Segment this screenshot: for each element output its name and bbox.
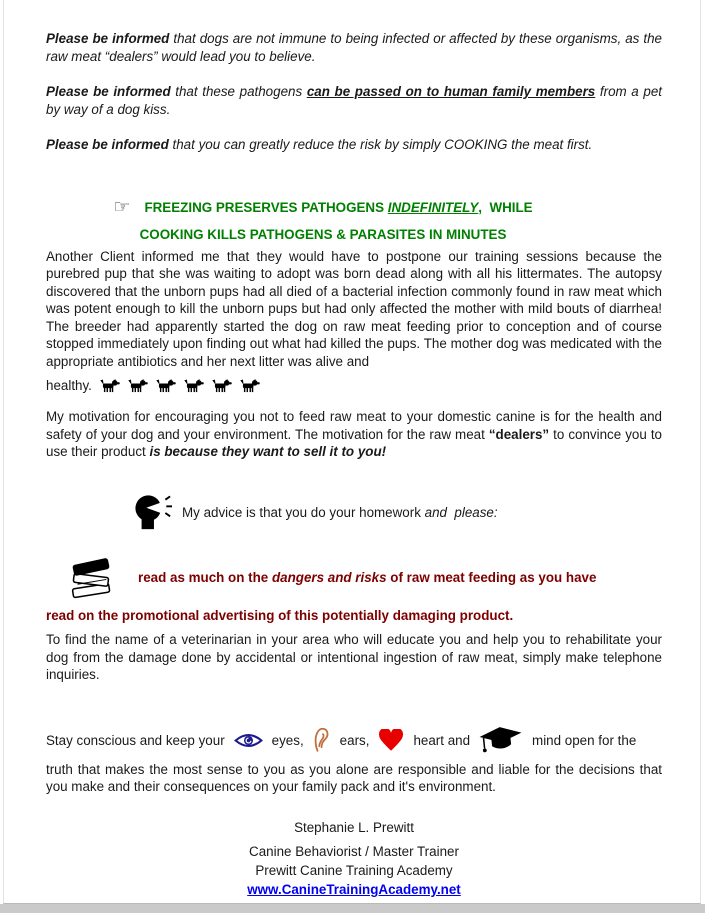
pointing-hand-icon: ☞ bbox=[113, 196, 131, 218]
motivation-emphasis: is because they want to sell it to you! bbox=[149, 444, 387, 460]
motivation-paragraph bbox=[46, 408, 662, 461]
talking-head-icon bbox=[134, 493, 172, 533]
advice-tail: and please: bbox=[424, 504, 498, 520]
dog-icon bbox=[127, 378, 148, 393]
conscious-eyes: eyes, bbox=[271, 732, 304, 748]
dog-icon bbox=[239, 378, 260, 393]
healthy-line bbox=[46, 377, 662, 395]
heart-icon bbox=[378, 729, 404, 752]
vet-paragraph: To find the name of a veterinarian in your area who will educate you and help you to rehabilitate your dog from the damage done by accidental or intentional ingestion of raw meat, simply make telephone inquiries. bbox=[46, 632, 662, 683]
freezing-heading bbox=[46, 194, 600, 248]
dog-icons bbox=[99, 378, 260, 393]
client-story-paragraph: Another Client informed me that they would have to postpone our training sessions because the purebred pup that she was waiting to adopt was born dead along with all his littermates. The autopsy discovered that the unborn pups had all died of a bacterial infection commonly found in raw meat which was potent enough to kill the unborn pups but had only affected the mother with mild bouts of diarrhea! The breeder had apparently started the dog on raw meat feeding prior to conception and of course stopped immediately upon finding out what had killed the pups. The mother dog was medicated with the appropriate antibiotics and her next litter was alive and bbox=[46, 248, 662, 370]
healthy-text: healthy. bbox=[46, 377, 92, 393]
motivation-dealers: “dealers” bbox=[488, 426, 550, 442]
conscious-pre: Stay conscious and keep your bbox=[46, 732, 225, 748]
graduation-cap-icon bbox=[479, 726, 523, 755]
dog-icon bbox=[99, 378, 120, 393]
informed-lead-3: Please be informed bbox=[46, 137, 169, 153]
read-line1-pre: read as much on the bbox=[138, 570, 272, 586]
ear-icon bbox=[313, 726, 331, 754]
read-dangers-risks: dangers and risks bbox=[271, 570, 387, 586]
stay-conscious-rest: truth that makes the most sense to you as you alone are responsible and liable for the decisions that you make and their consequences on your family pack and it's environment. bbox=[46, 761, 662, 795]
informed-paragraph-3 bbox=[46, 136, 662, 154]
signature-title: Canine Behaviorist / Master Trainer bbox=[249, 844, 459, 860]
advice-line bbox=[134, 493, 662, 533]
books-stack-icon bbox=[66, 555, 116, 602]
motivation-pre: My motivation for encouraging you not to feed raw meat to your domestic canine is for the health and safety of your dog and your environment. The motivation for the raw meat bbox=[46, 409, 662, 442]
conscious-heart: heart and bbox=[413, 732, 471, 748]
dog-icon bbox=[211, 378, 232, 393]
heading-indefinitely: INDEFINITELY bbox=[387, 199, 479, 215]
signature-academy: Prewitt Canine Training Academy bbox=[255, 863, 453, 879]
informed-lead-1: Please be informed bbox=[46, 31, 170, 46]
conscious-mind: mind open for the bbox=[532, 732, 637, 748]
read-warning-line2: read on the promotional advertising of this potentially damaging product. bbox=[46, 607, 514, 623]
read-line1-post: of raw meat feeding as you have bbox=[386, 570, 597, 586]
read-warning-line bbox=[66, 555, 662, 602]
stay-conscious-line bbox=[46, 726, 662, 755]
eye-icon bbox=[234, 732, 263, 749]
dog-icon bbox=[183, 378, 204, 393]
informed-text-2a: that these pathogens bbox=[170, 84, 307, 100]
advice-main: My advice is that you do your homework bbox=[182, 504, 425, 520]
signature-name: Stephanie L. Prewitt bbox=[294, 820, 414, 836]
conscious-ears: ears, bbox=[339, 732, 370, 748]
heading-line1-pre: FREEZING PRESERVES PATHOGENS bbox=[144, 199, 388, 215]
informed-paragraph-2 bbox=[46, 83, 662, 118]
document-page bbox=[3, 0, 701, 904]
dog-icon bbox=[155, 378, 176, 393]
informed-paragraph-1 bbox=[46, 30, 662, 65]
informed-lead-2: Please be informed bbox=[46, 84, 171, 100]
motivation-mid: to convince you to use their product bbox=[46, 426, 662, 460]
freezing-heading-line2: COOKING KILLS PATHOGENS & PARASITES IN MINUTES bbox=[139, 226, 507, 242]
signature-block bbox=[46, 818, 662, 899]
page-bottom-edge bbox=[0, 904, 705, 913]
heading-line1-post: , WHILE bbox=[478, 199, 533, 215]
informed-text-1: that dogs are not immune to being infected or affected by these organisms, as the raw meat “dealers” would lead you to believe. bbox=[46, 31, 662, 64]
informed-underlined-phrase: can be passed on to human family members bbox=[306, 84, 596, 100]
read-warning-line1 bbox=[138, 569, 596, 587]
advice-text bbox=[182, 504, 498, 522]
informed-text-3: that you can greatly reduce the risk by simply COOKING the meat first. bbox=[168, 137, 593, 153]
website-link[interactable]: www.CanineTrainingAcademy.net bbox=[247, 882, 461, 898]
freezing-heading-line1 bbox=[46, 194, 600, 221]
informed-text-2b: from a pet by way of a dog kiss. bbox=[46, 84, 662, 117]
